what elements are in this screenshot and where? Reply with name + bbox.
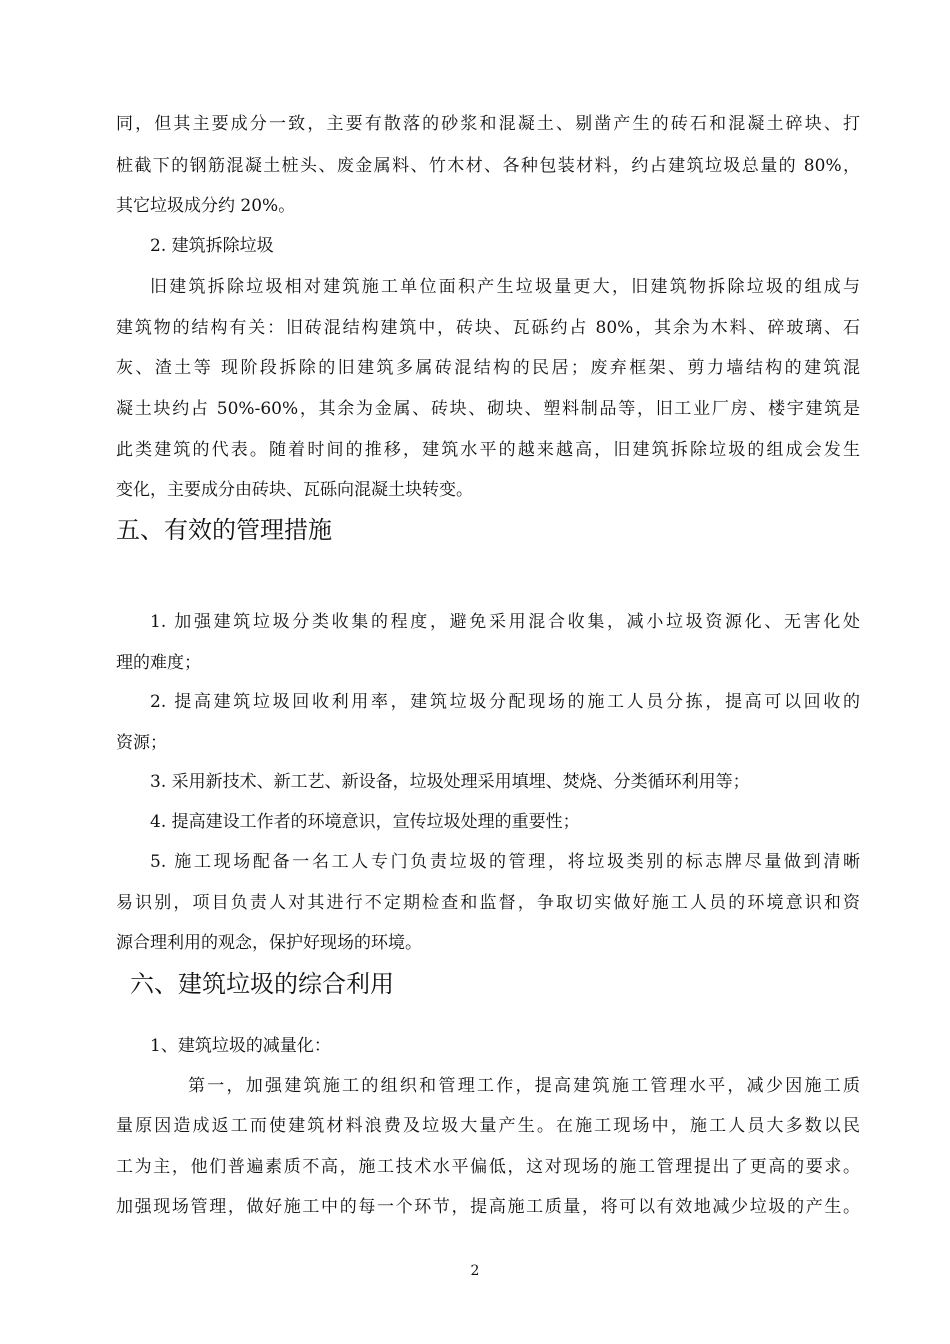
list-item-line: 4. 提高建设工作者的环境意识，宣传垃圾处理的重要性； — [150, 812, 580, 832]
section-heading: 五、有效的管理措施 — [116, 516, 332, 544]
body-text-line: 此类建筑的代表。随着时间的推移，建筑水平的越来越高，旧建筑拆除垃圾的组成会发生 — [116, 440, 860, 460]
list-item-line: 资源； — [116, 733, 167, 753]
list-item-line: 理的难度； — [116, 653, 201, 673]
body-text-line: 变化，主要成分由砖块、瓦砾向混凝土块转变。 — [116, 480, 473, 500]
section-heading: 六、建筑垃圾的综合利用 — [130, 970, 394, 998]
body-text-line: 灰、渣土等 现阶段拆除的旧建筑多属砖混结构的民居；废弃框架、剪力墙结构的建筑混 — [116, 358, 860, 378]
body-text-line: 凝土块约占 50%-60%，其余为金属、砖块、砌块、塑料制品等，旧工业厂房、楼宇建筑是 — [116, 399, 860, 419]
body-text-line: 工为主，他们普遍素质不高，施工技术水平偏低，这对现场的施工管理提出了更高的要求。 — [116, 1157, 860, 1177]
body-text-line: 量原因造成返工而使建筑材料浪费及垃圾大量产生。在施工现场中，施工人员大多数以民 — [116, 1116, 860, 1136]
body-text-line: 同，但其主要成分一致，主要有散落的砂浆和混凝土、剔凿产生的砖石和混凝土碎块、打 — [116, 114, 860, 134]
body-text-line: 建筑物的结构有关：旧砖混结构建筑中，砖块、瓦砾约占 80%，其余为木料、碎玻璃、石 — [116, 318, 860, 338]
body-text-line: 第一，加强建筑施工的组织和管理工作，提高建筑施工管理水平，减少因施工质 — [188, 1076, 860, 1096]
sub-heading: 1、建筑垃圾的减量化： — [150, 1036, 331, 1056]
list-item-line: 2. 提高建筑垃圾回收利用率，建筑垃圾分配现场的施工人员分拣，提高可以回收的 — [150, 692, 860, 712]
body-text-line: 旧建筑拆除垃圾相对建筑施工单位面积产生垃圾量更大，旧建筑物拆除垃圾的组成与 — [150, 277, 860, 297]
page-number: 2 — [470, 1263, 480, 1279]
list-item-line: 1. 加强建筑垃圾分类收集的程度，避免采用混合收集，减小垃圾资源化、无害化处 — [150, 612, 860, 632]
list-item-line: 易识别，项目负责人对其进行不定期检查和监督，争取切实做好施工人员的环境意识和资 — [116, 893, 860, 913]
body-text-line: 桩截下的钢筋混凝土桩头、废金属料、竹木材、各种包装材料，约占建筑垃圾总量的 80%， — [116, 156, 860, 176]
list-item-line: 源合理利用的观念，保护好现场的环境。 — [116, 933, 422, 953]
list-item-line: 3. 采用新技术、新工艺、新设备，垃圾处理采用填埋、焚烧、分类循环利用等； — [150, 772, 750, 792]
body-text-line: 其它垃圾成分约 20%。 — [116, 196, 296, 216]
body-text-line: 加强现场管理，做好施工中的每一个环节，提高施工质量，将可以有效地减少垃圾的产生。 — [116, 1197, 860, 1217]
list-item-line: 5. 施工现场配备一名工人专门负责垃圾的管理，将垃圾类别的标志牌尽量做到清晰 — [150, 852, 860, 872]
section-item-title: 2. 建筑拆除垃圾 — [150, 236, 274, 256]
